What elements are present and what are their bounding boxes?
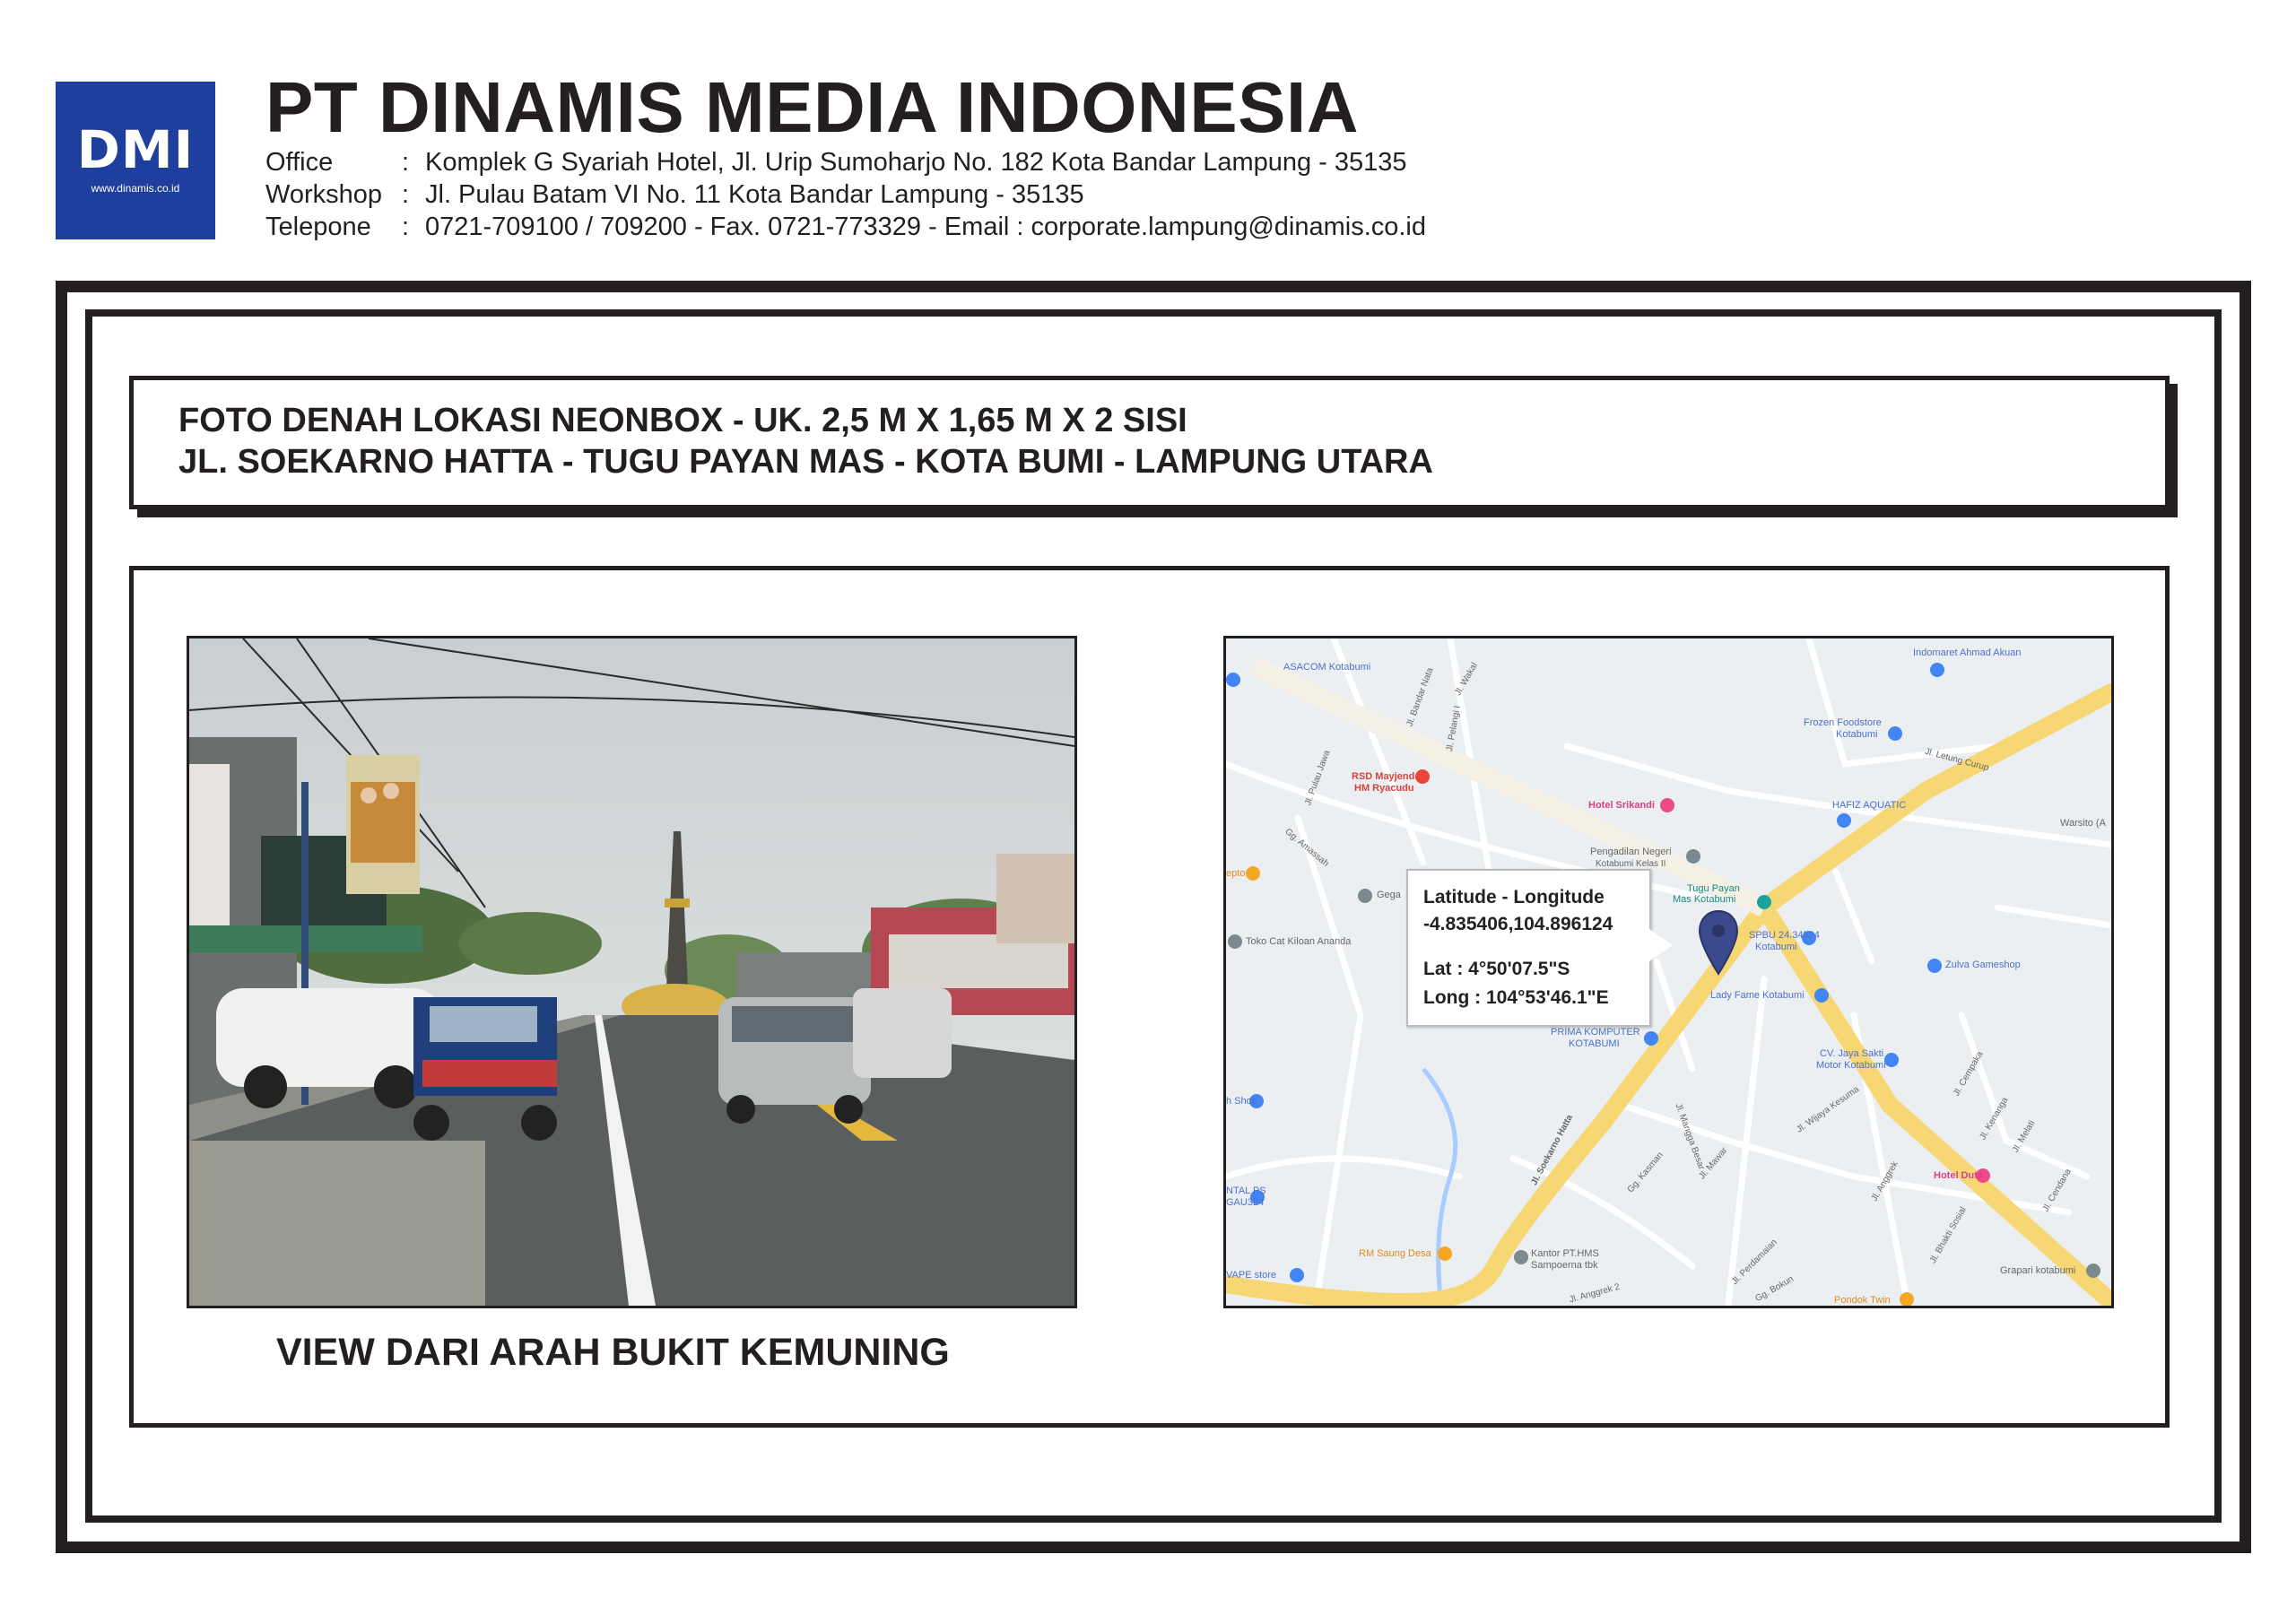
poi-frozen-line1: Frozen Foodstore: [1804, 717, 1882, 728]
poi-prima-line2: KOTABUMI: [1569, 1038, 1620, 1049]
office-label: Office: [265, 148, 334, 177]
street-kasman: Gg. Kasman: [1625, 1150, 1665, 1195]
poi-tugu-line2: Mas Kotabumi: [1673, 894, 1736, 905]
location-pin-icon: [1698, 909, 1739, 976]
map-illustration: [1226, 638, 2111, 1306]
photo-caption: VIEW DARI ARAH BUKIT KEMUNING: [276, 1331, 950, 1374]
office-value: Komplek G Syariah Hotel, Jl. Urip Sumoharjo No. 182 Kota Bandar Lampung - 35135: [425, 148, 1407, 177]
poi-toko-cat: Toko Cat Kiloan Ananda: [1246, 936, 1352, 947]
poi-warsito: Warsito (A: [2060, 818, 2106, 829]
street-anggrek: Jl. Anggrek: [1869, 1159, 1900, 1203]
street-bokun: Gg. Bokun: [1753, 1273, 1796, 1305]
street-wakal: Jl. Wakal: [1453, 661, 1480, 698]
poi-rsd-line1: RSD Mayjend: [1352, 771, 1415, 782]
logo-text: DMI: [76, 119, 195, 180]
poi-pengadilan-line1: Pengadilan Negeri: [1590, 847, 1672, 857]
street-letung: Jl. Letung Curup: [1923, 746, 1990, 774]
office-sep: :: [402, 148, 410, 177]
poi-cv-line2: Motor Kotabumi: [1816, 1060, 1886, 1071]
street-cempaka: Jl. Cempaka: [1952, 1049, 1986, 1099]
poi-srikandi: Hotel Srikandi: [1588, 800, 1655, 811]
workshop-row: [265, 180, 1084, 210]
company-name: PT DINAMIS MEDIA INDONESIA: [265, 67, 1359, 147]
poi-shop: h Shop: [1226, 1096, 1257, 1107]
poi-kantor-line2: Sampoerna tbk: [1531, 1260, 1598, 1271]
street-bandar-nata: Jl. Bandar Nata: [1405, 666, 1436, 728]
poi-rm: RM Saung Desa: [1359, 1248, 1431, 1259]
workshop-label: Workshop: [265, 180, 383, 209]
callout-heading: Latitude - Longitude: [1423, 887, 1605, 908]
poi-indomaret: Indomaret Ahmad Akuan: [1913, 647, 2022, 658]
street-cendana: Jl. Cendana: [2040, 1167, 2074, 1214]
street-kenanga: Jl. Kenanga: [1978, 1095, 2011, 1142]
poi-spbu-left-line2: GAU324: [1226, 1197, 1265, 1208]
poi-lady: Lady Fame Kotabumi: [1710, 990, 1805, 1001]
telephone-value: 0721-709100 / 709200 - Fax. 0721-773329 - Email : corporate.lampung@dinamis.co.id: [425, 213, 1427, 241]
street-melati: Jl. Melati: [2011, 1118, 2038, 1155]
street-bhakti: Jl. Bhakti Sosial: [1927, 1205, 1969, 1265]
street-pulau-jawa: Jl. Pulau Jawa: [1303, 749, 1333, 807]
callout-tail: [1649, 929, 1673, 961]
street-pelangi: Jl. Pelangi I: [1444, 705, 1463, 752]
poi-septo: epto: [1226, 868, 1246, 879]
poi-cv-line1: CV. Jaya Sakti: [1820, 1048, 1884, 1059]
poi-hotel-duta: Hotel Duta: [1934, 1170, 1983, 1181]
street-mangga: Jl. Mangga Besar: [1673, 1102, 1707, 1171]
telephone-sep: :: [402, 213, 410, 241]
poi-spbu-left-line1: NTAL PS: [1226, 1185, 1266, 1196]
telephone-row: [265, 213, 1426, 242]
street-anggrek-2: Jl. Anggrek 2: [1568, 1281, 1622, 1306]
coordinates-callout: [1406, 869, 1651, 1027]
logo-url: www.dinamis.co.id: [91, 182, 180, 195]
poi-pondok: Pondok Twin: [1834, 1295, 1891, 1306]
poi-asacom: ASACOM Kotabumi: [1283, 662, 1371, 673]
workshop-sep: :: [402, 180, 410, 209]
poi-vape: VAPE store: [1226, 1270, 1277, 1281]
callout-lat: Lat : 4°50'07.5"S: [1423, 959, 1570, 979]
location-map: [1223, 636, 2114, 1308]
poi-spbu-line1: SPBU 24.34524: [1749, 930, 1820, 941]
poi-zulva: Zulva Gameshop: [1945, 960, 2021, 970]
map-background: [1226, 638, 2111, 1306]
poi-pengadilan-line2: Kotabumi Kelas II: [1596, 859, 1666, 869]
street-amassah: Gg. Amassah: [1283, 826, 1331, 870]
poi-kantor-line1: Kantor PT.HMS: [1531, 1248, 1599, 1259]
poi-grapari: Grapari kotabumi: [2000, 1265, 2076, 1276]
title-line-2: JL. SOEKARNO HATTA - TUGU PAYAN MAS - KOTA BUMI - LAMPUNG UTARA: [178, 443, 1433, 481]
telephone-label: Telepone: [265, 213, 371, 241]
workshop-value: Jl. Pulau Batam VI No. 11 Kota Bandar Lampung - 35135: [425, 180, 1084, 209]
callout-long: Long : 104°53'46.1"E: [1423, 987, 1609, 1008]
street-wijaya: Jl. Wijaya Kesuma: [1795, 1084, 1861, 1135]
poi-prima-line1: PRIMA KOMPUTER: [1551, 1027, 1640, 1038]
poi-rsd-line2: HM Ryacudu: [1354, 783, 1414, 794]
company-logo: [56, 82, 215, 239]
street-mawar: Jl. Mawar: [1697, 1145, 1730, 1182]
street-photo-illustration: [189, 638, 1074, 1306]
callout-coords: -4.835406,104.896124: [1423, 914, 1613, 934]
silver-suv: [718, 997, 871, 1124]
poi-hafiz: HAFIZ AQUATIC: [1832, 800, 1907, 811]
poi-frozen-line2: Kotabumi: [1836, 729, 1878, 740]
street-perdamaian: Jl. Perdamaian: [1729, 1238, 1779, 1287]
location-photo: [187, 636, 1077, 1308]
poi-gega: Gega: [1377, 890, 1401, 900]
title-box: [129, 376, 2170, 509]
van: [853, 988, 952, 1078]
street-soekarno-hatta: Jl. Soekarno Hatta: [1529, 1113, 1575, 1187]
poi-tugu-line1: Tugu Payan: [1687, 883, 1740, 894]
poi-spbu-line2: Kotabumi: [1755, 942, 1797, 952]
pavement: [189, 1141, 485, 1306]
title-line-1: FOTO DENAH LOKASI NEONBOX - UK. 2,5 M X 1,65 M X 2 SISI: [178, 402, 1187, 439]
office-row: [265, 148, 1407, 178]
